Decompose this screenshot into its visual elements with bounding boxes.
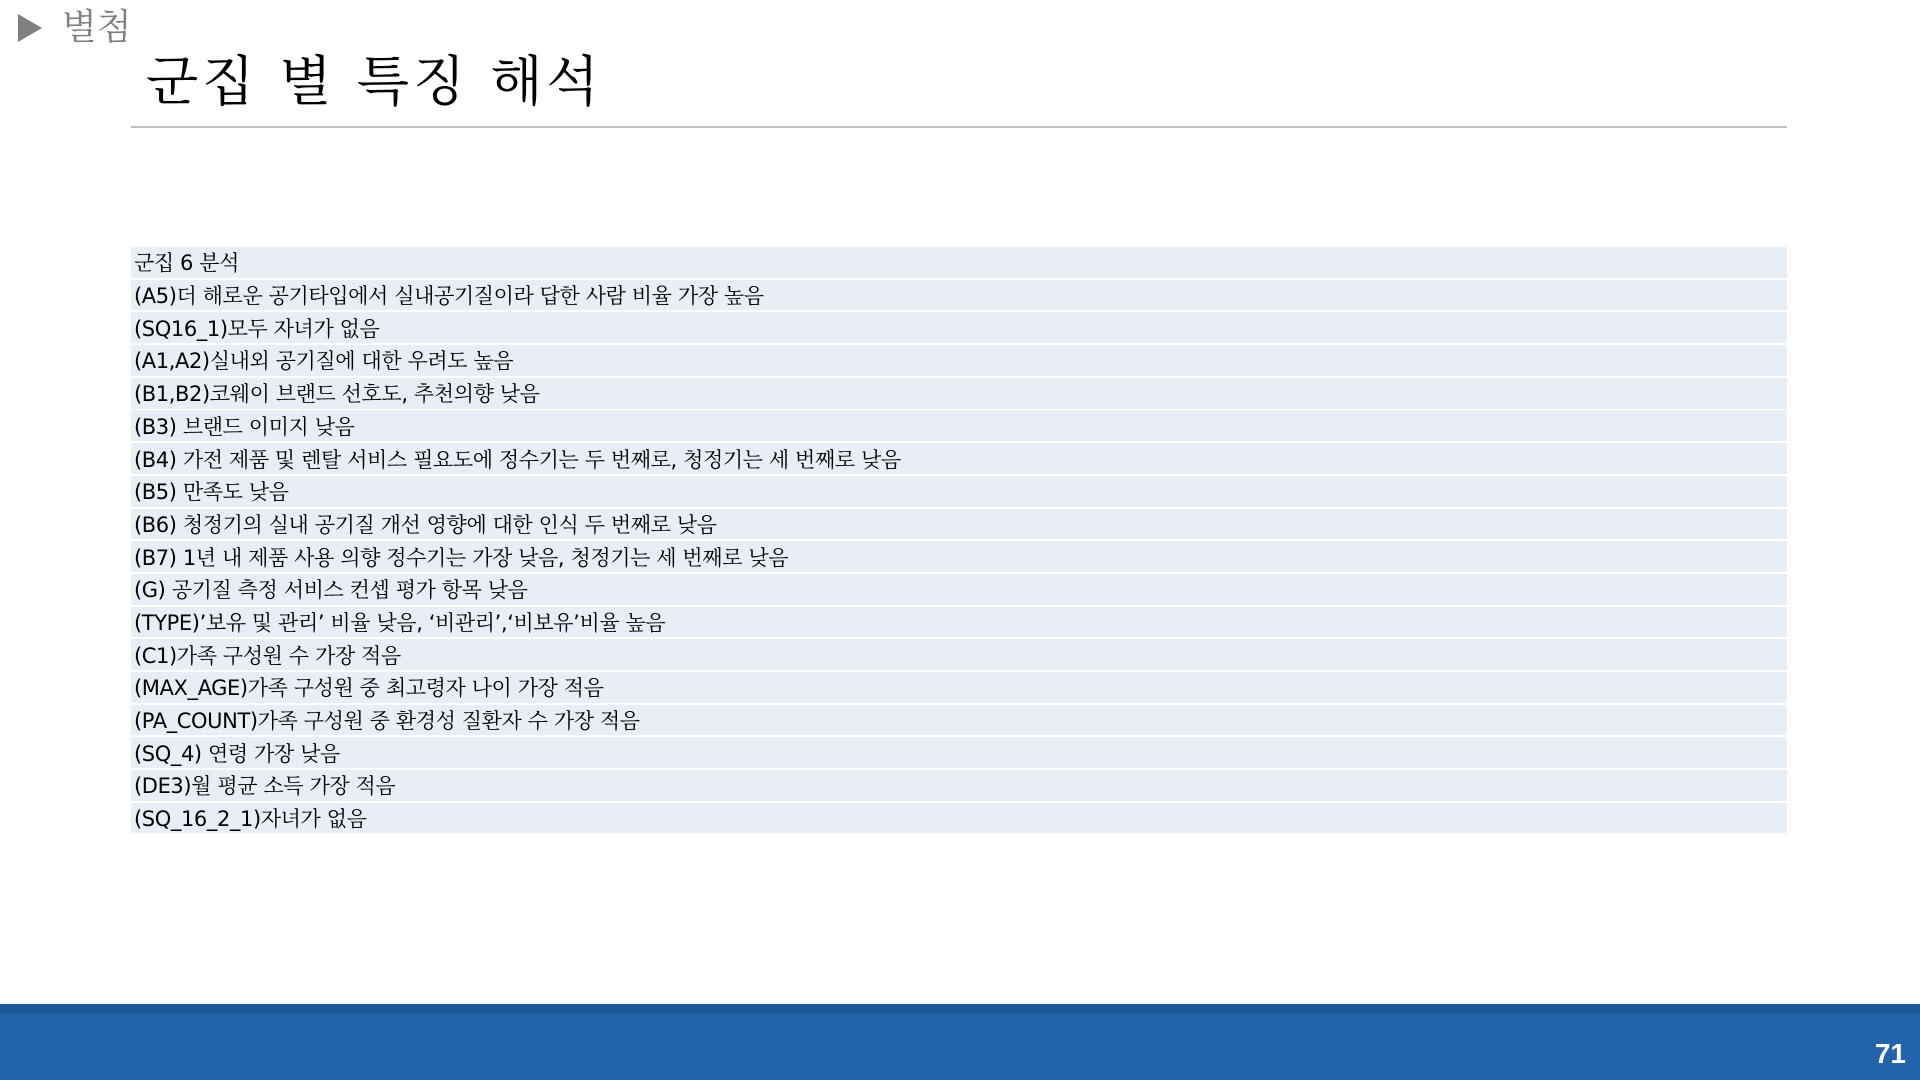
table-row: (B4) 가전 제품 및 렌탈 서비스 필요도에 정수기는 두 번째로, 청정기는 세 번째로 낮음	[131, 443, 1787, 474]
table-row: (C1)가족 구성원 수 가장 적음	[131, 639, 1787, 670]
section-marker	[18, 6, 132, 50]
table-row: (SQ_4) 연령 가장 낮음	[131, 737, 1787, 768]
table-row: (SQ16_1)모두 자녀가 없음	[131, 312, 1787, 343]
page-number: 71	[1874, 1038, 1906, 1069]
triangle-right-icon	[18, 14, 42, 42]
page-title: 군집 별 특징 해석	[146, 50, 603, 113]
table-row: (B7) 1년 내 제품 사용 의향 정수기는 가장 낮음, 청정기는 세 번째로 낮음	[131, 541, 1787, 572]
table-row: (B1,B2)코웨이 브랜드 선호도, 추천의향 낮음	[131, 378, 1787, 409]
table-row: (PA_COUNT)가족 구성원 중 환경성 질환자 수 가장 적음	[131, 705, 1787, 736]
table-row: (G) 공기질 측정 서비스 컨셉 평가 항목 낮음	[131, 574, 1787, 605]
analysis-table	[131, 247, 1787, 835]
table-row: (TYPE)’보유 및 관리’ 비율 낮음, ‘비관리’,‘비보유’비율 높음	[131, 607, 1787, 638]
table-row: (A1,A2)실내외 공기질에 대한 우려도 높음	[131, 345, 1787, 376]
table-row: (DE3)월 평균 소득 가장 적음	[131, 770, 1787, 801]
footer-bar	[0, 1004, 1920, 1080]
table-header-row: 군집 6 분석	[131, 247, 1787, 278]
table-row: (B5) 만족도 낮음	[131, 476, 1787, 507]
table-row: (A5)더 해로운 공기타입에서 실내공기질이라 답한 사람 비율 가장 높음	[131, 280, 1787, 311]
table-row: (SQ_16_2_1)자녀가 없음	[131, 803, 1787, 834]
table-row: (B6) 청정기의 실내 공기질 개선 영향에 대한 인식 두 번째로 낮음	[131, 509, 1787, 540]
title-divider	[131, 126, 1787, 128]
table-row: (MAX_AGE)가족 구성원 중 최고령자 나이 가장 적음	[131, 672, 1787, 703]
section-label: 별첨	[62, 7, 132, 48]
table-row: (B3) 브랜드 이미지 낮음	[131, 410, 1787, 441]
